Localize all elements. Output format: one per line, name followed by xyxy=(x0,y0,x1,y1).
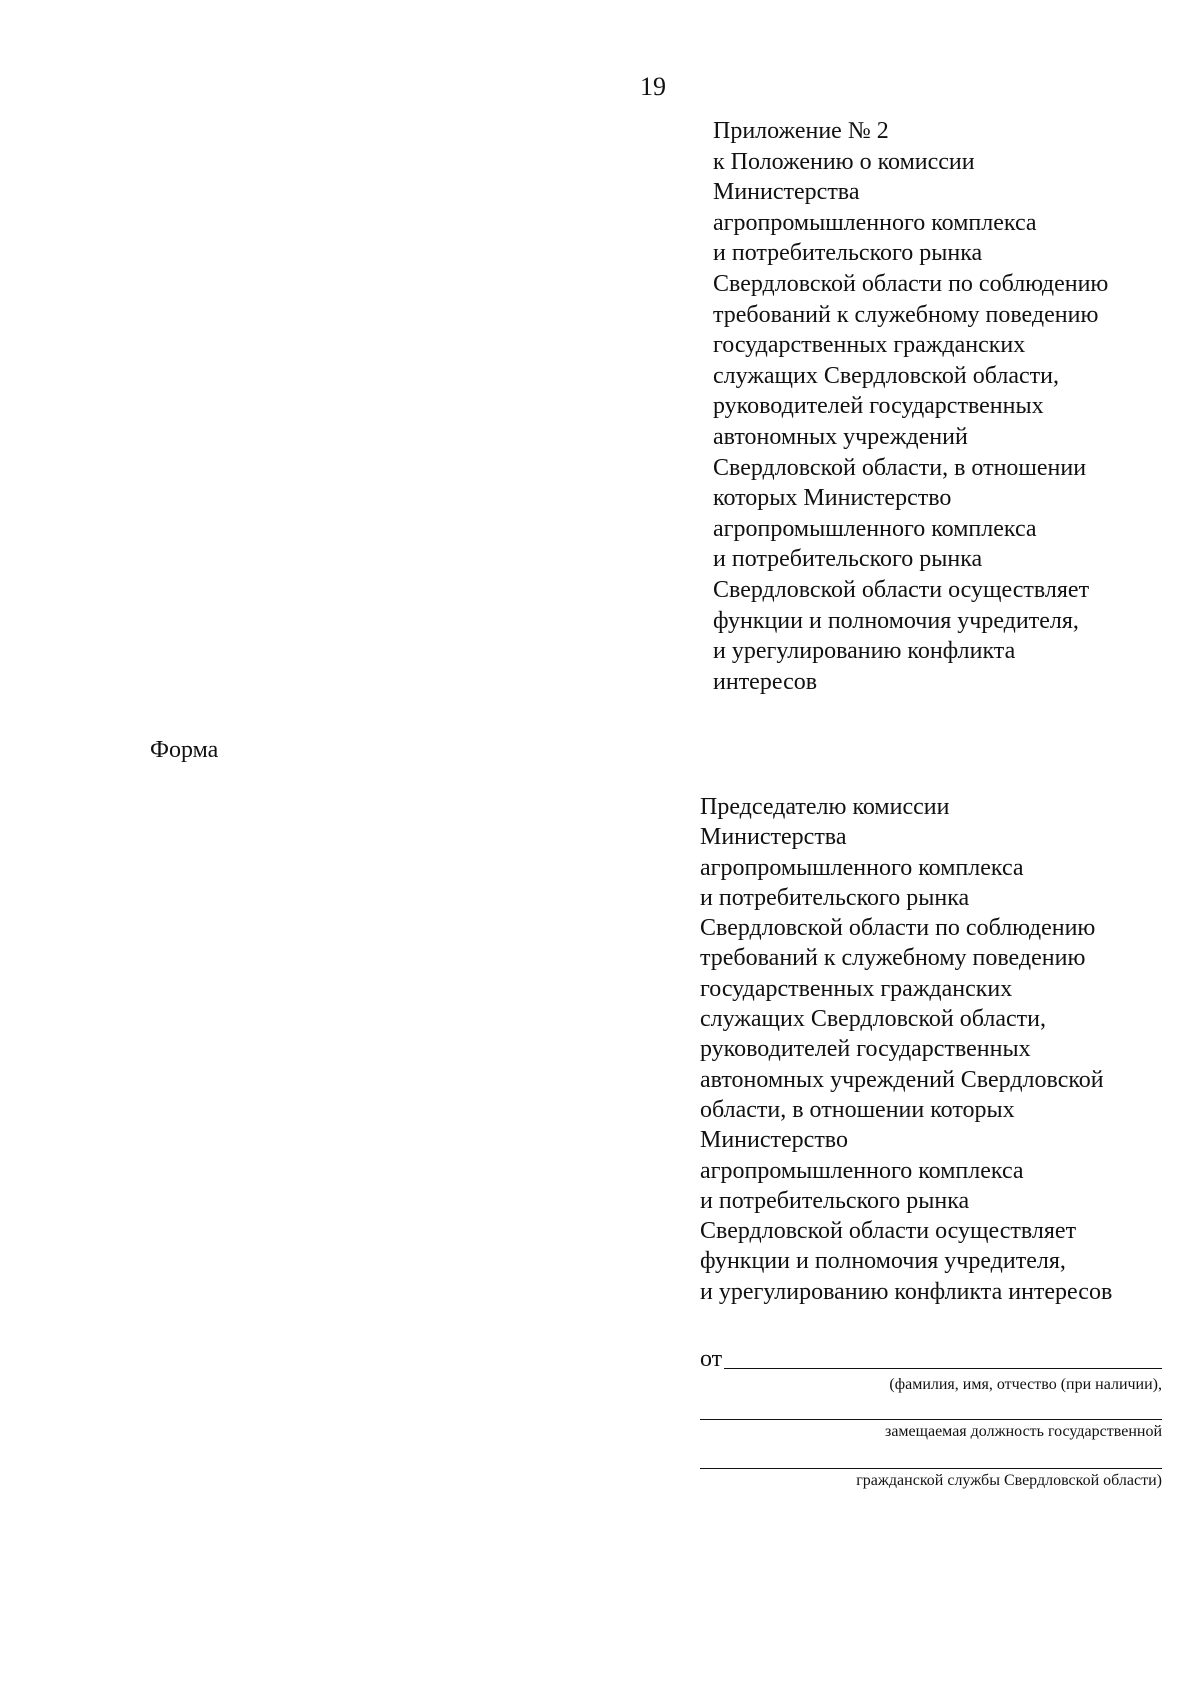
appendix-line: которых Министерство xyxy=(713,485,952,512)
appendix-line: и урегулированию конфликта xyxy=(713,638,1016,665)
addressee-line: области, в отношении которых xyxy=(700,1096,1015,1123)
addressee-line: агропромышленного комплекса xyxy=(700,1157,1024,1184)
addressee-line: государственных гражданских xyxy=(700,975,1013,1002)
sender-position-line[interactable] xyxy=(700,1419,1162,1420)
appendix-line: Министерства xyxy=(713,179,860,206)
from-row xyxy=(700,1343,1162,1373)
appendix-line: Приложение № 2 xyxy=(713,118,889,144)
appendix-line: Свердловской области по соблюдению xyxy=(713,270,1109,297)
addressee-line: Министерство xyxy=(700,1127,848,1154)
appendix-line: к Положению о комиссии xyxy=(713,148,975,175)
appendix-line: Свердловской области осуществляет xyxy=(713,576,1090,603)
addressee-line: служащих Свердловской области, xyxy=(700,1006,1046,1033)
sender-service-caption: гражданской службы Свердловской области) xyxy=(856,1472,1162,1489)
addressee-line: функции и полномочия учредителя, xyxy=(700,1248,1066,1275)
addressee-line: Председателю комиссии xyxy=(700,794,950,820)
appendix-line: агропромышленного комплекса xyxy=(713,209,1037,236)
appendix-header xyxy=(713,116,1173,697)
sender-block xyxy=(700,1343,1162,1491)
addressee-line: и урегулированию конфликта интересов xyxy=(700,1278,1113,1305)
appendix-line: Свердловской области, в отношении xyxy=(713,454,1087,481)
addressee-line: и потребительского рынка xyxy=(700,1187,970,1214)
page-number: 19 xyxy=(640,72,666,101)
appendix-line: руководителей государственных xyxy=(713,393,1044,420)
form-label: Форма xyxy=(150,737,219,763)
sender-service-line[interactable] xyxy=(700,1468,1162,1469)
addressee-line: Свердловской области по соблюдению xyxy=(700,915,1096,942)
appendix-line: функции и полномочия учредителя, xyxy=(713,607,1079,634)
appendix-line: служащих Свердловской области, xyxy=(713,362,1059,389)
sender-position-caption: замещаемая должность государственной xyxy=(885,1423,1162,1440)
addressee-line: руководителей государственных xyxy=(700,1036,1031,1063)
appendix-line: автономных учреждений xyxy=(713,423,968,450)
addressee-line: и потребительского рынка xyxy=(700,884,970,911)
appendix-line: требований к служебному поведению xyxy=(713,301,1099,328)
appendix-line: и потребительского рынка xyxy=(713,546,983,573)
appendix-line: интересов xyxy=(713,668,818,695)
appendix-line: агропромышленного комплекса xyxy=(713,515,1037,542)
addressee-line: Свердловской области осуществляет xyxy=(700,1218,1077,1245)
addressee-line: автономных учреждений Свердловской xyxy=(700,1066,1104,1093)
appendix-line: государственных гражданских xyxy=(713,332,1026,359)
from-label: от xyxy=(700,1346,723,1372)
addressee-line: Министерства xyxy=(700,824,847,851)
addressee-line: требований к служебному поведению xyxy=(700,945,1086,972)
addressee-line: агропромышленного комплекса xyxy=(700,854,1024,881)
appendix-line: и потребительского рынка xyxy=(713,240,983,267)
sender-name-line[interactable] xyxy=(724,1368,1162,1369)
addressee-block xyxy=(700,792,1170,1307)
sender-name-caption: (фамилия, имя, отчество (при наличии), xyxy=(889,1376,1162,1393)
